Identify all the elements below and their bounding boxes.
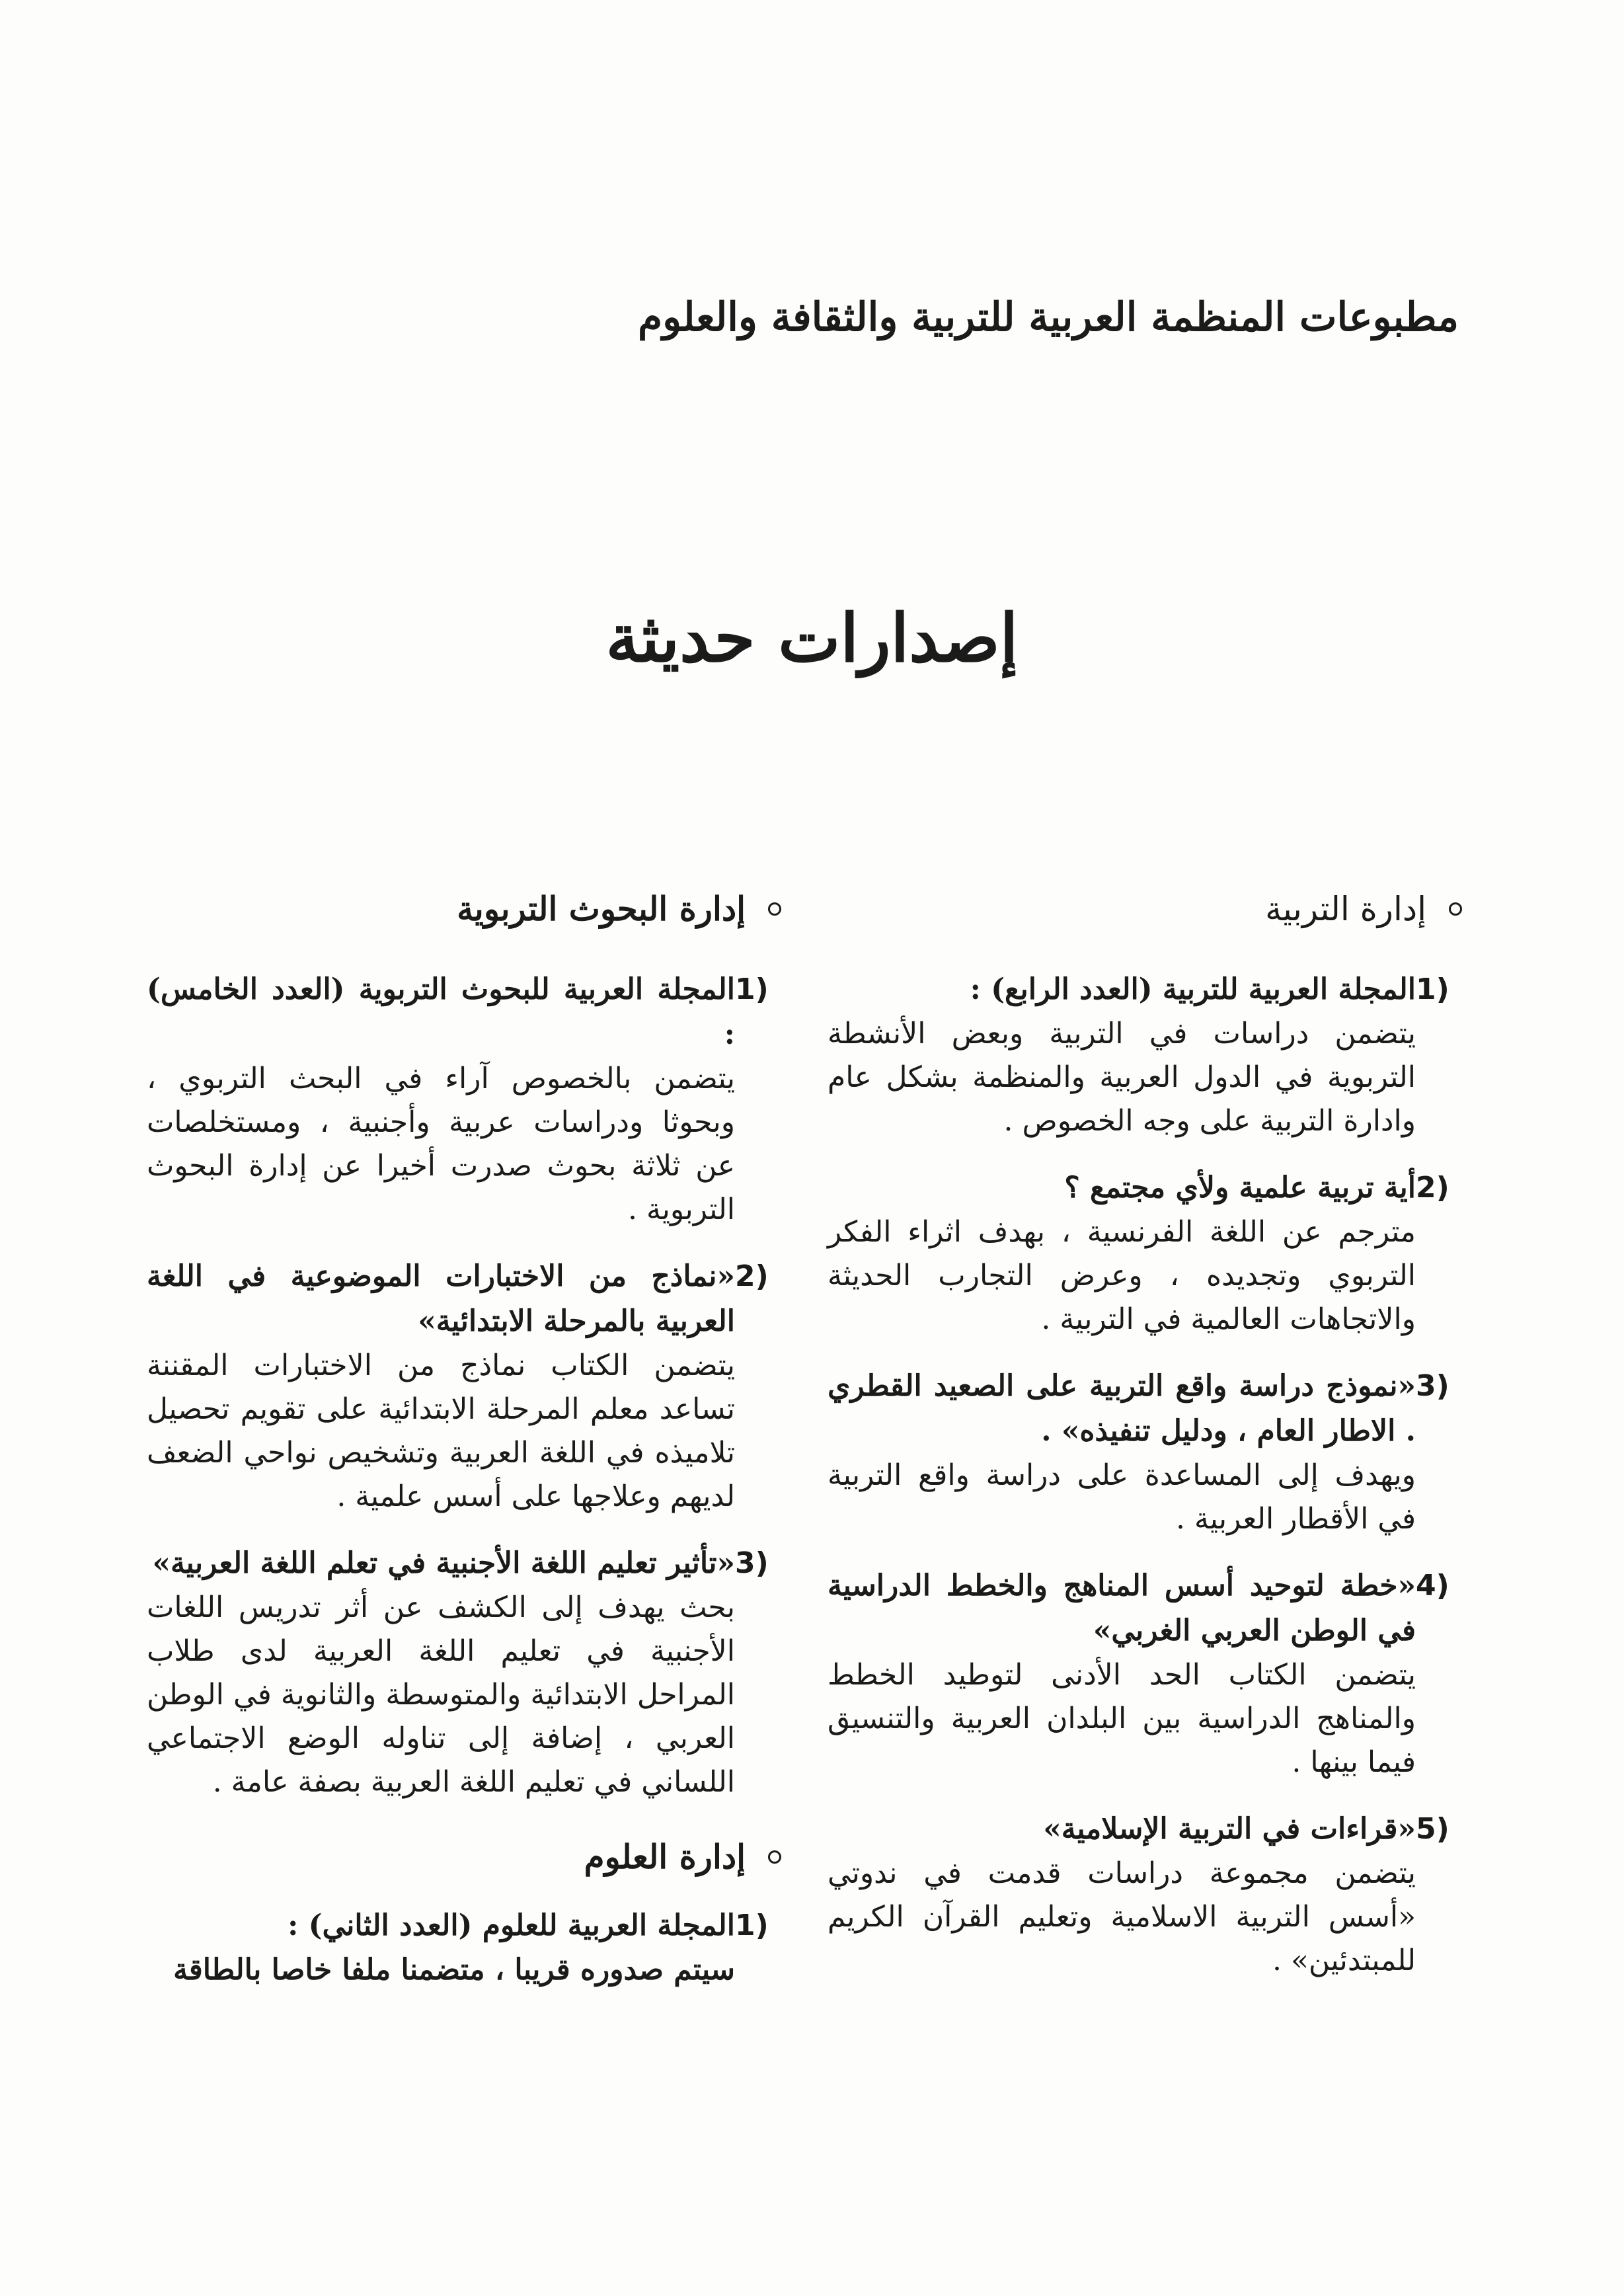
list-item	[828, 1807, 1462, 1983]
list-item	[828, 1166, 1462, 1341]
item-number: 1)	[1416, 972, 1450, 1006]
section-title: إدارة البحوث التربوية	[457, 889, 746, 928]
item-title: «خطة لتوحيد أسس المناهج والخطط الدراسية في الوطن العربي الغربي»	[828, 1569, 1416, 1647]
item-title: «نموذج دراسة واقع التربية على الصعيد القطري . الاطار العام ، ودليل تنفيذه» .	[828, 1369, 1416, 1448]
item-description: مترجم عن اللغة الفرنسية ، بهدف اثراء الفكر التربوي وتجديده ، وعرض التجارب الحديثة والاتجاهات العالمية في التربية .	[828, 1215, 1416, 1336]
list-item	[147, 1903, 781, 1992]
list-item	[147, 1254, 781, 1519]
section-heading-education	[828, 883, 1462, 935]
bullet-icon	[1449, 902, 1462, 916]
list-item	[828, 1364, 1462, 1541]
item-number: 5)	[1416, 1812, 1450, 1846]
list-item	[147, 1541, 781, 1804]
item-number: 3)	[735, 1546, 769, 1580]
item-title: «قراءات في التربية الإسلامية»	[1043, 1812, 1416, 1846]
item-title: المجلة العربية للبحوث التربوية (العدد الخامس) :	[147, 972, 735, 1051]
section-title: إدارة التربية	[1265, 890, 1426, 928]
section-title: إدارة العلوم	[584, 1837, 746, 1876]
item-description: سيتم صدوره قريبا ، متضمنا ملفا خاصا بالطاقة	[173, 1953, 735, 1987]
page-title: إصدارات حديثة	[605, 599, 1019, 677]
item-title: المجلة العربية للعلوم (العدد الثاني) :	[288, 1909, 735, 1942]
item-description: يتضمن الكتاب نماذج من الاختبارات المقننة تساعد معلم المرحلة الابتدائية على تقويم تحصيل تلاميذه في اللغة العربية وتشخيص نواحي الضعف لديهم وعلاجها على أسس علمية .	[147, 1349, 735, 1513]
item-description: يتضمن مجموعة دراسات قدمت في ندوتي «أسس التربية الاسلامية وتعليم القرآن الكريم للمبتدئين» .	[828, 1856, 1416, 1977]
item-number: 2)	[1416, 1171, 1450, 1205]
item-description: يتضمن بالخصوص آراء في البحث التربوي ، وبحوثا ودراسات عربية وأجنبية ، ومستخلصات عن ثلاثة بحوث صدرت أخيرا عن إدارة البحوث التربوية .	[147, 1062, 735, 1226]
publisher-line: مطبوعات المنظمة العربية للتربية والثقافة والعلوم	[638, 294, 1459, 340]
bullet-icon	[768, 902, 781, 916]
item-number: 1)	[735, 972, 769, 1006]
item-number: 2)	[735, 1259, 769, 1293]
right-column	[828, 883, 1462, 2005]
item-description: يتضمن الكتاب الحد الأدنى لتوطيد الخطط والمناهج الدراسية بين البلدان العربية والتنسيق فيما بينها .	[828, 1658, 1416, 1779]
item-description: يتضمن دراسات في التربية وبعض الأنشطة التربوية في الدول العربية والمنظمة بشكل عام وادارة التربية على وجه الخصوص .	[828, 1017, 1416, 1138]
item-title: «تأثير تعليم اللغة الأجنبية في تعلم اللغة العربية»	[152, 1546, 735, 1580]
item-description: بحث يهدف إلى الكشف عن أثر تدريس اللغات الأجنبية في تعليم اللغة العربية لدى طلاب المراحل الابتدائية والمتوسطة والثانوية في الوطن العربي ، إضافة إلى تناوله الوضع الاجتماعي اللساني في تعليم اللغة العربية بصفة عامة .	[147, 1591, 735, 1799]
list-item	[828, 1564, 1462, 1784]
item-number: 4)	[1416, 1569, 1450, 1603]
item-number: 3)	[1416, 1369, 1450, 1403]
item-number: 1)	[735, 1909, 769, 1942]
item-description: ويهدف إلى المساعدة على دراسة واقع التربية في الأقطار العربية .	[828, 1458, 1416, 1536]
list-item	[828, 967, 1462, 1143]
section-heading-research	[147, 883, 781, 935]
bullet-icon	[768, 1850, 781, 1864]
item-title: أية تربية علمية ولأي مجتمع ؟	[1064, 1171, 1416, 1205]
section-heading-sciences	[147, 1831, 781, 1883]
list-item	[147, 967, 781, 1232]
item-title: «نماذج من الاختبارات الموضوعية في اللغة العربية بالمرحلة الابتدائية»	[147, 1259, 735, 1338]
left-column	[147, 883, 781, 2014]
item-title: المجلة العربية للتربية (العدد الرابع) :	[970, 972, 1416, 1006]
